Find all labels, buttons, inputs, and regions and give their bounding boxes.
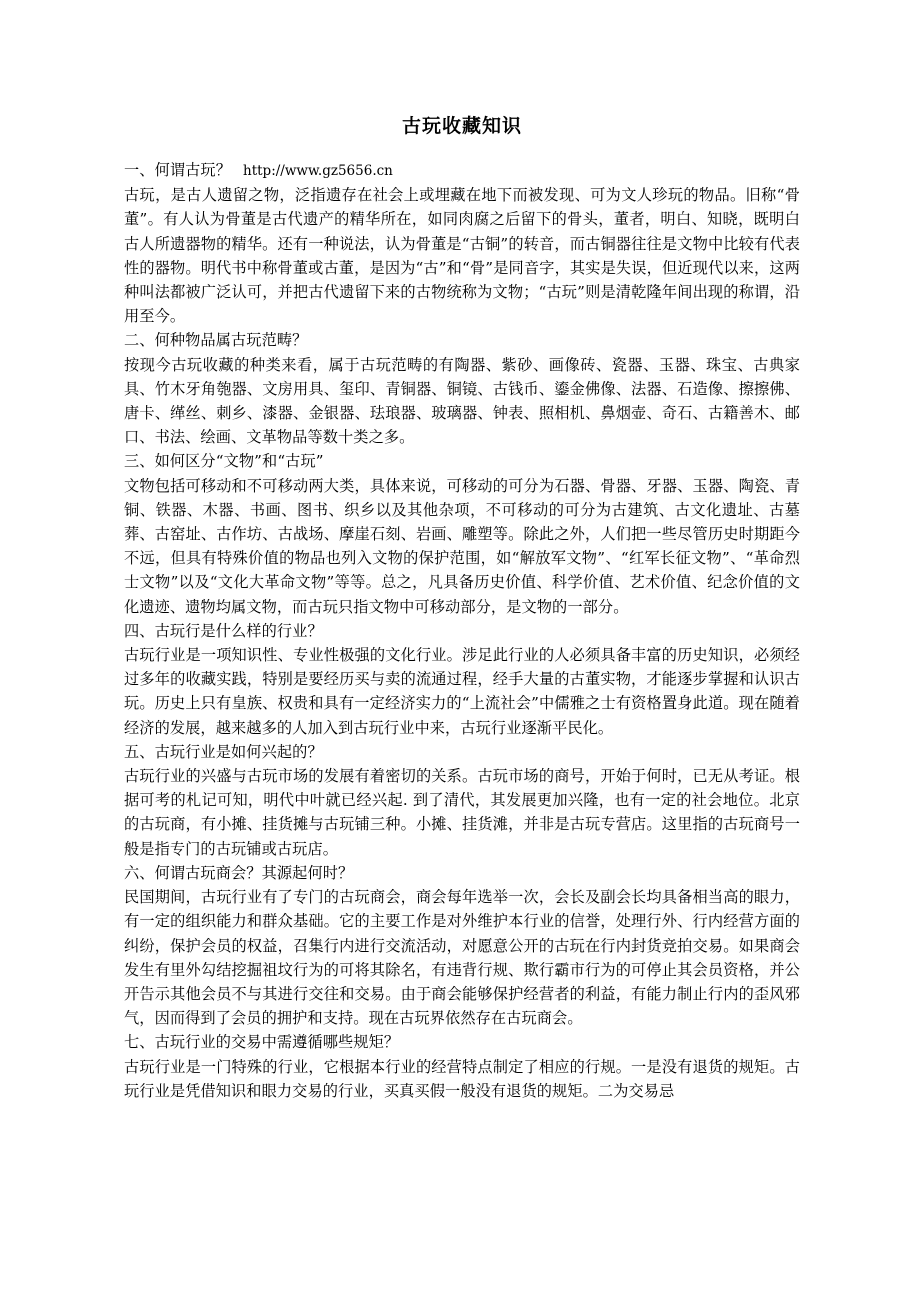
source-url: http://www.gz5656.cn xyxy=(243,163,393,179)
section-body-7: 古玩行业是一门特殊的行业，它根据本行业的经营特点制定了相应的行规。一是没有退货的规矩。古玩行业是凭借知识和眼力交易的行业，买真买假一般没有退货的规矩。二为交易忌 xyxy=(124,1057,800,1100)
section-body-1: 古玩，是古人遗留之物，泛指遗存在社会上或埋藏在地下而被发现、可为文人珍玩的物品。旧称“骨董”。有人认为骨董是古代遗产的精华所在，如同肉腐之后留下的骨头，董者，明白、知晓，既明白古人所遗器物的精华。还有一种说法，认为骨董是“古铜”的转音，而古铜器往往是文物中比较有代表性的器物。明代书中称骨董或古董，是因为“古”和“骨”是同音字，其实是失误，但近现代以来，这两种叫法都被广泛认可，并把古代遗留下来的古物统称为文物；“古玩”则是清乾隆年间出现的称谓，沿用至今。 xyxy=(124,186,800,326)
section-heading-5: 五、古玩行业是如何兴起的？ xyxy=(124,742,323,761)
section-heading-2: 二、何种物品属古玩范畴？ xyxy=(124,331,308,350)
section-heading-4: 四、古玩行是什么样的行业？ xyxy=(124,621,323,640)
section-heading-1 xyxy=(124,158,800,183)
section-heading-3: 三、如何区分“文物”和“古玩” xyxy=(124,452,324,471)
section-body-2: 按现今古玩收藏的种类来看，属于古玩范畴的有陶器、紫砂、画像砖、瓷器、玉器、珠宝、古典家具、竹木牙角匏器、文房用具、玺印、青铜器、铜镜、古钱币、鎏金佛像、法器、石造像、擦擦佛、唐卡、缂丝、刺乡、漆器、金银器、珐琅器、玻璃器、钟表、照相机、鼻烟壶、奇石、古籍善木、邮口、书法、绘画、文革物品等数十类之多。 xyxy=(124,355,800,447)
section-body-4: 古玩行业是一项知识性、专业性极强的文化行业。涉足此行业的人必须具备丰富的历史知识，必须经过多年的收藏实践，特别是要经历买与卖的流通过程，经手大量的古董实物，才能逐步掌握和认识古玩。历史上只有皇族、权贵和具有一定经济实力的“上流社会”中儒雅之士有资格置身此道。现在随着经济的发展，越来越多的人加入到古玩行业中来，古玩行业逐渐平民化。 xyxy=(124,646,800,737)
section-heading-1-text: 一、何谓古玩？ xyxy=(124,161,232,179)
page-title: 古玩收藏知识 xyxy=(401,115,522,137)
section-heading-7: 七、古玩行业的交易中需遵循哪些规矩？ xyxy=(124,1033,400,1052)
document-content xyxy=(124,112,800,1103)
section-body-3: 文物包括可移动和不可移动两大类，具体来说，可移动的可分为石器、骨器、牙器、玉器、陶瓷、青铜、铁器、木器、书画、图书、织乡以及其他杂项，不可移动的可分为古建筑、古文化遗址、古墓葬、古窑址、古作坊、古战场、摩崖石刻、岩画、雕塑等。除此之外，人们把一些尽管历史时期距今不远，但具有特殊价值的物品也列入文物的保护范围，如“解放军文物”、“红军长征文物”、“革命烈士文物”以及“文化大革命文物”等等。总之，凡具备历史价值、科学价值、艺术价值、纪念价值的文化遗迹、遗物均属文物，而古玩只指文物中可移动部分，是文物的一部分。 xyxy=(124,476,800,616)
section-body-5: 古玩行业的兴盛与古玩市场的发展有着密切的关系。古玩市场的商号，开始于何时，已无从考证。根据可考的札记可知，明代中叶就已经兴起. 到了清代，其发展更加兴隆，也有一定的社会地位。北京的古玩商，有小摊、挂货摊与古玩铺三种。小摊、挂货滩，并非是古玩专营店。这里指的古玩商号一般是指专门的古玩铺或古玩店。 xyxy=(124,767,800,858)
section-body-6: 民国期间，古玩行业有了专门的古玩商会，商会每年选举一次，会长及副会长均具备相当高的眼力，有一定的组织能力和群众基础。它的主要工作是对外维护本行业的信誉，处理行外、行内经营方面的纠纷，保护会员的权益，召集行内进行交流活动，对愿意公开的古玩在行内封货竞拍交易。如果商会发生有里外勾结挖掘祖坟行为的可将其除名，有违背行规、欺行霸市行为的可停止其会员资格，并公开告示其他会员不与其进行交往和交易。由于商会能够保护经营者的利益，有能力制止行内的歪风邪气，因而得到了会员的拥护和支持。现在古玩界依然存在古玩商会。 xyxy=(124,888,800,1028)
section-heading-6: 六、何谓古玩商会？其源起何时？ xyxy=(124,863,354,882)
